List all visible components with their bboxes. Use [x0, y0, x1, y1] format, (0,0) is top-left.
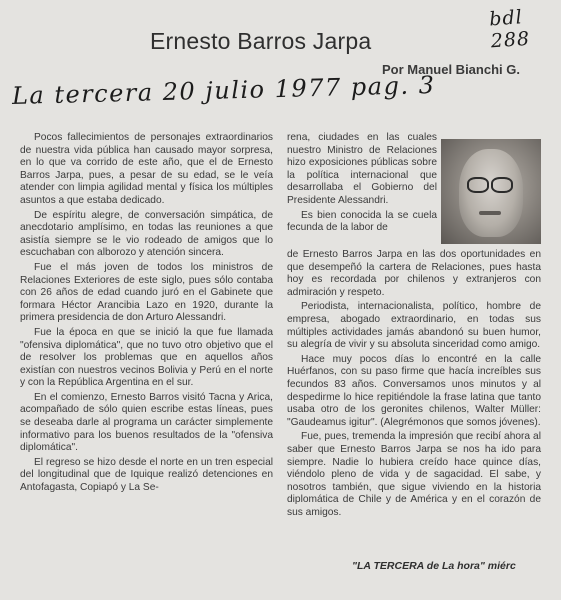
paragraph: Pocos fallecimientos de personajes extraordinarios de nuestra vida pública han causado mayor sorpresa, en lo que va corrido de este año, que el de Ernesto Barros Jarpa, pues, a pesar de su edad, se le veía atender con limpia agilidad mental y física los múltiples asuntos a que estaba dedicado. [20, 132, 273, 206]
paragraph: rena, ciudades en las cuales nuestro Ministro de Relaciones hizo exposiciones públicas sobre la política internacional que desarrollaba el Gobierno del Presidente Alessandri. [287, 132, 437, 206]
paragraph: Fue, pues, tremenda la impresión que recibí ahora al saber que Ernesto Barros Jarpa se nos ha ido para siempre. Nadie lo hubiera creído hace quince días, viéndolo pleno de vida y de sagacidad. El sabe, y nosotros también, que sigue viviendo en la historia diplomática de Chile y de América y en el corazón de sus amigos. [287, 431, 541, 518]
portrait-face [459, 149, 523, 237]
column-right [287, 249, 541, 521]
paragraph: En el comienzo, Ernesto Barros visitó Tacna y Arica, acompañado de sólo quien escribe estas líneas, pues se deseaba darle al programa un carácter simplemente informativo para los buenos resultados de la "ofensiva diplomática". [20, 391, 273, 454]
column-right-top [287, 132, 437, 237]
portrait-photo [441, 139, 541, 244]
glasses-right [491, 177, 513, 193]
article-title: Ernesto Barros Jarpa [150, 28, 372, 54]
handwritten-source-note: La tercera 20 julio 1977 pag. 3 [11, 70, 436, 110]
glasses-left [467, 177, 489, 193]
paragraph: Periodista, internacionalista, político, hombre de empresa, abogado extraordinario, en todas sus múltiples actividades jamás abandonó su buen humor, su alegría de vivir y su absoluta sinceridad como amigo. [287, 301, 541, 351]
paragraph: De espíritu alegre, de conversación simpática, de anecdotario amplísimo, en todas las reuniones a que asistía siempre se le vio rodeado de amigos que lo escuchaban con alborozo y atención sincera. [20, 209, 273, 259]
paragraph: Es bien conocida la se cuela fecunda de la labor de [287, 209, 437, 234]
paragraph: de Ernesto Barros Jarpa en las dos oportunidades en que desempeñó la cartera de Relaciones, pues hasta hoy es recordada por chilenos y extranjeros con admiración y respeto. [287, 249, 541, 298]
paragraph: El regreso se hizo desde el norte en un tren especial del longitudinal que de Iquique realizó detenciones en Antofagasta, Copiapó y La Se- [20, 456, 273, 494]
paragraph: Fue la época en que se inició la que fue llamada "ofensiva diplomática", que no tuvo otro objetivo que el de resolver los problemas que en aquellos años existían con nuestros vecinos Bolivia y Perú en el norte y con la República Argentina en el sur. [20, 326, 273, 389]
column-left [20, 132, 273, 497]
portrait-mouth [479, 211, 501, 215]
paragraph: Hace muy pocos días lo encontré en la calle Huérfanos, con su paso firme que hacía increíbles sus fecundos 83 años. Conversamos unos minutos y al despedirme lo hice repitiéndole la frase latina que tanto usaba otro de los geronites chilenos, Walter Müller: "Gaudeamus igitur". (Alegrémonos que somos jóvenes). [287, 353, 541, 428]
paragraph: Fue el más joven de todos los ministros de Relaciones Exteriores de este siglo, pues sólo contaba con 26 años de edad cuando juró en el Gabinete que formara Héctor Arancibia Lazo en 1920, durante la primera presidencia de don Arturo Alessandri. [20, 261, 273, 324]
source-credit: "LA TERCERA de La hora" miérc [352, 560, 516, 572]
archive-stamp: bdl 288 [488, 6, 531, 53]
article-byline: Por Manuel Bianchi G. [382, 62, 520, 77]
